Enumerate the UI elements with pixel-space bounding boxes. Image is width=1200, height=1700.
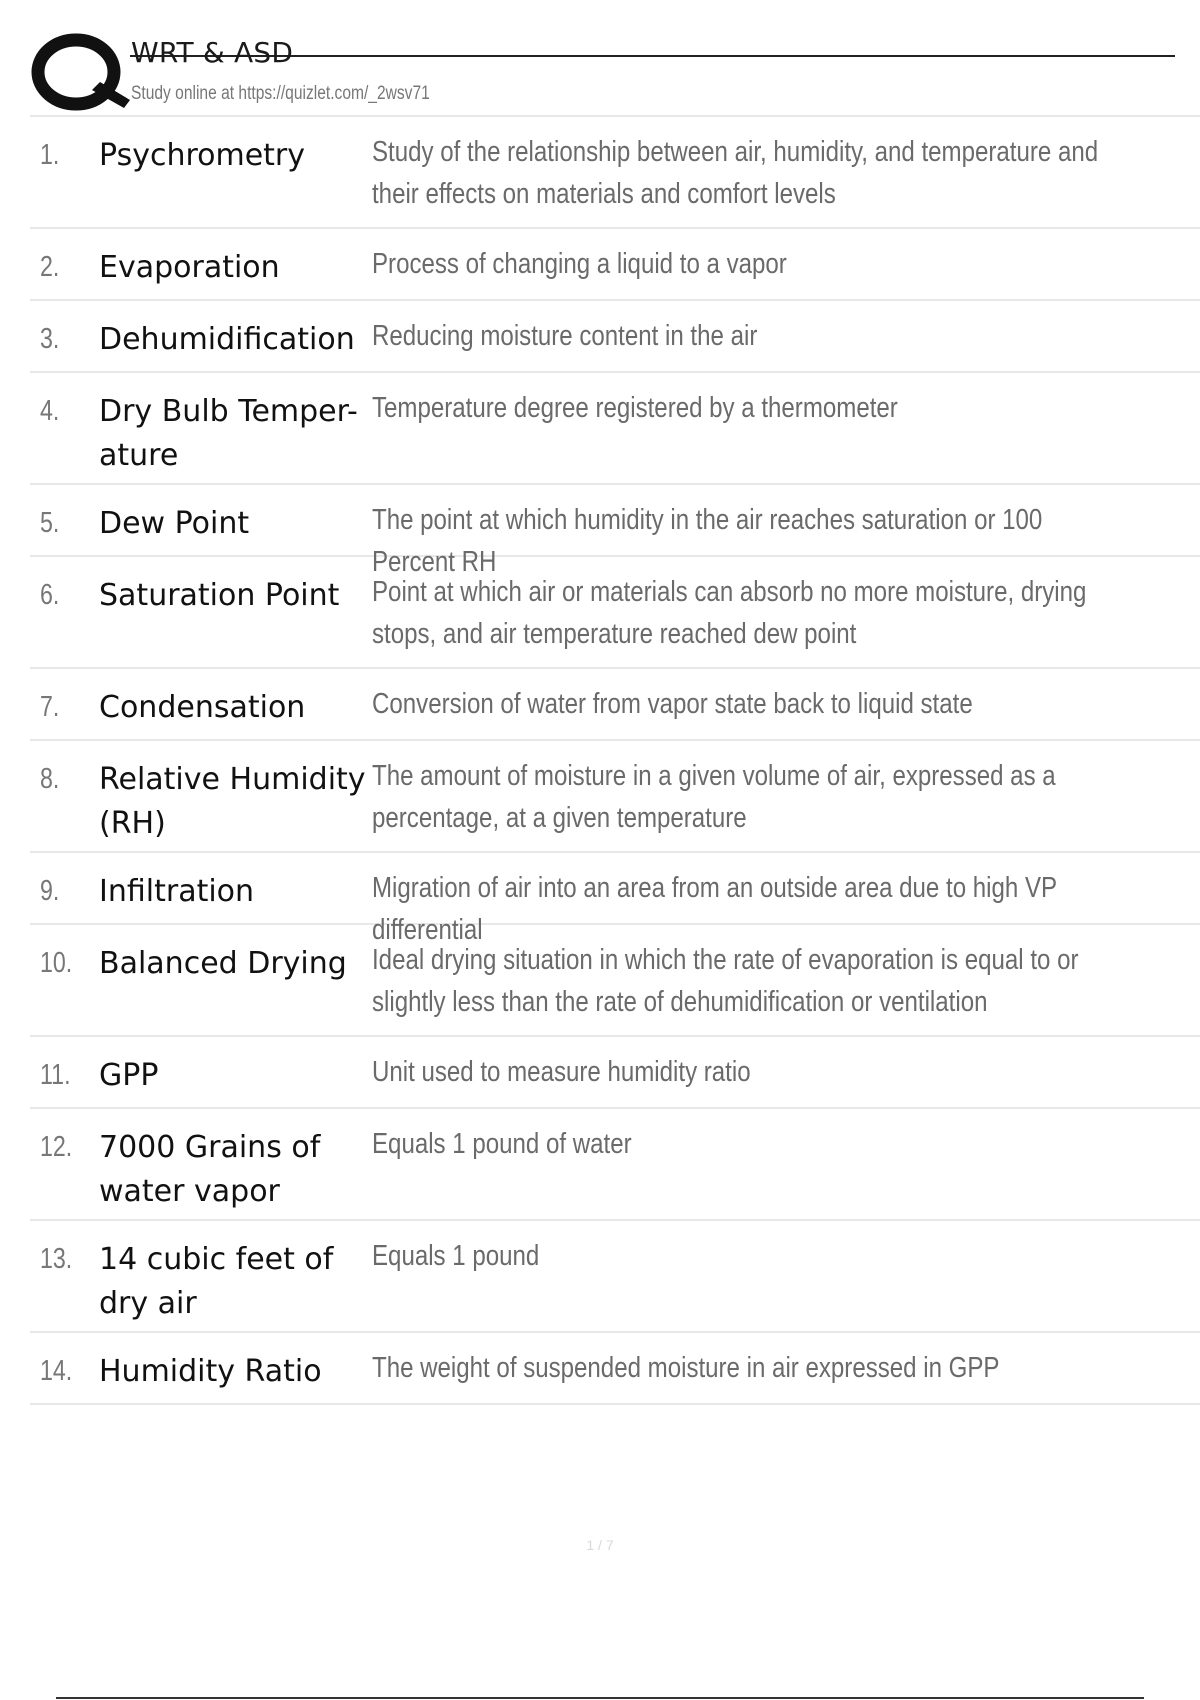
flashcard-list (30, 115, 1200, 1405)
card-term: Balanced Drying (99, 946, 347, 981)
flashcard-row (30, 669, 1200, 741)
flashcard-row (30, 557, 1200, 669)
card-term: Psychrometry (99, 138, 306, 173)
card-term: Relative Humidity (RH) (99, 762, 366, 841)
flashcard-row (30, 741, 1200, 853)
card-definition-wrap (372, 387, 1119, 429)
flashcard-row (30, 117, 1200, 229)
flashcard-row (30, 229, 1200, 301)
card-definition-wrap (372, 939, 1119, 1023)
card-definition: Process of changing a liquid to a vapor (372, 248, 787, 280)
card-term: Dry Bulb Temper- ature (99, 394, 358, 473)
quizlet-q-logo-icon (30, 30, 142, 112)
card-number: 13. (40, 1243, 73, 1275)
card-definition: Migration of air into an area from an outside area due to high VP differential (372, 872, 1057, 946)
flashcard-row (30, 1037, 1200, 1109)
card-definition: Reducing moisture content in the air (372, 320, 758, 352)
card-term: Saturation Point (99, 578, 340, 613)
card-definition: Conversion of water from vapor state back to liquid state (372, 688, 973, 720)
card-term: 7000 Grains of water vapor (99, 1130, 321, 1209)
card-definition: Unit used to measure humidity ratio (372, 1056, 751, 1088)
card-number: 1. (40, 139, 60, 171)
card-term: Evaporation (99, 250, 280, 285)
card-definition-wrap (372, 243, 1119, 285)
card-definition: The weight of suspended moisture in air expressed in GPP (372, 1352, 1000, 1384)
card-number: 3. (40, 323, 60, 355)
card-definition: The amount of moisture in a given volume of air, expressed as a percentage, at a given temperature (372, 760, 1056, 834)
card-number: 11. (40, 1059, 71, 1091)
card-number: 7. (40, 691, 60, 723)
flashcard-row (30, 373, 1200, 485)
flashcard-row (30, 1109, 1200, 1221)
card-definition: Equals 1 pound of water (372, 1128, 632, 1160)
flashcard-row (30, 853, 1200, 946)
card-definition-wrap (372, 683, 1119, 725)
card-number: 2. (40, 251, 60, 283)
card-definition: Equals 1 pound (372, 1240, 540, 1272)
card-definition: Point at which air or materials can absorb no more moisture, drying stops, and air temperature reached dew point (372, 576, 1087, 650)
flashcard-row (30, 485, 1200, 578)
document-header (30, 30, 1170, 115)
page-number: 1 / 7 (586, 1537, 614, 1553)
card-term: Dew Point (99, 506, 250, 541)
flashcard-row (30, 1221, 1200, 1333)
card-number: 14. (40, 1355, 73, 1387)
card-term: Dehumidification (99, 322, 355, 357)
card-definition-wrap (372, 1123, 1119, 1165)
card-number: 6. (40, 579, 60, 611)
footer-rule (56, 1697, 1144, 1699)
card-definition-wrap (372, 1051, 1119, 1093)
card-term: Humidity Ratio (99, 1354, 322, 1389)
card-definition-wrap (372, 755, 1119, 839)
card-definition: The point at which humidity in the air reaches saturation or 100 Percent RH (372, 504, 1043, 578)
card-term: 14 cubic feet of dry air (99, 1242, 334, 1321)
card-term: GPP (99, 1058, 159, 1093)
card-definition-wrap (372, 1235, 1119, 1277)
card-definition-wrap (372, 131, 1119, 215)
card-number: 8. (40, 763, 60, 795)
card-definition-wrap (372, 315, 1119, 357)
card-term: Infiltration (99, 874, 255, 909)
flashcard-row (30, 1333, 1200, 1405)
card-definition-wrap (372, 571, 1119, 655)
card-definition: Study of the relationship between air, humidity, and temperature and their effects on materials and comfort levels (372, 136, 1099, 210)
card-number: 5. (40, 507, 60, 539)
card-definition-wrap (372, 1347, 1119, 1389)
card-definition: Temperature degree registered by a thermometer (372, 392, 898, 424)
card-number: 12. (40, 1131, 73, 1163)
flashcard-row (30, 925, 1200, 1037)
set-title: WRT & ASD (131, 36, 294, 69)
card-number: 10. (40, 947, 73, 979)
study-online-link[interactable]: Study online at https://quizlet.com/_2wsv71 (131, 83, 430, 104)
card-number: 4. (40, 395, 60, 427)
card-term: Condensation (99, 690, 306, 725)
card-definition: Ideal drying situation in which the rate of evaporation is equal to or slightly less than the rate of dehumidification or ventilation (372, 944, 1079, 1018)
card-number: 9. (40, 875, 60, 907)
flashcard-row (30, 301, 1200, 373)
